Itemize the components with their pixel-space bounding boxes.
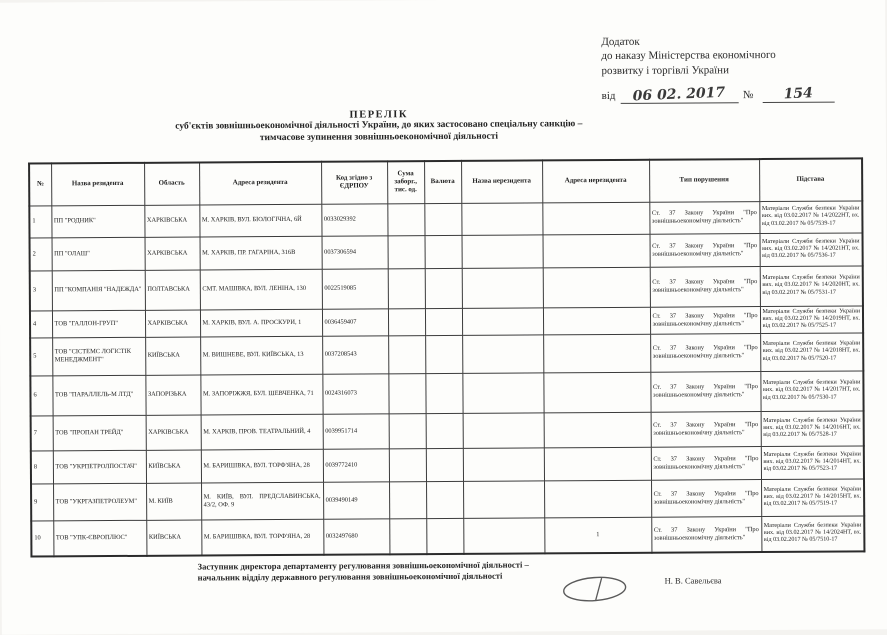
cell-num: 3 <box>30 270 52 310</box>
cell-num: 1 <box>29 205 51 237</box>
date-label: від <box>601 89 616 103</box>
cell-nonres_name <box>462 307 543 334</box>
cell-currency <box>425 235 462 268</box>
cell-region: ХАРКІВСЬКА <box>145 236 200 269</box>
cell-violation: Ст. 37 Закону України "Про зовнішньоекономічну діяльність" <box>650 371 760 412</box>
cell-region: КИЇВСЬКА <box>146 449 201 482</box>
cell-currency <box>426 518 463 554</box>
cell-basis: Матеріали Служби безпеки України вих. від 03.02.2017 № 14/2015НТ, вх. від 03.02.2017 № 05/7519-17 <box>761 478 864 516</box>
cell-debt <box>388 308 425 335</box>
cell-code: 0024316073 <box>322 373 388 413</box>
cell-debt <box>387 203 424 235</box>
cell-nonres_addr <box>543 234 650 268</box>
cell-currency <box>425 373 462 413</box>
cell-basis: Матеріали Служби безпеки України вих. від 03.02.2017 № 14/2014НТ, вх. від 03.02.2017 № 05/7523-17 <box>761 445 864 479</box>
cell-name: ПП "КОМПАНІЯ "НАДЕЖДА" <box>52 270 145 311</box>
cell-basis: Матеріали Служби безпеки України вих. від 03.02.2017 № 14/2021НТ, вх. від 03.02.2017 № 05/7536-17 <box>759 232 862 266</box>
cell-nonres_addr <box>544 412 651 448</box>
cell-region: ЗАПОРІЗЬКА <box>145 374 200 414</box>
number-label: № <box>742 89 754 102</box>
cell-debt <box>389 413 426 448</box>
cell-debt <box>389 481 426 518</box>
cell-code: 0022519085 <box>322 268 388 308</box>
cell-basis: Матеріали Служби безпеки України вих. від 03.02.2017 № 14/2018НТ, вх. від 03.02.2017 № 05/7520-17 <box>760 332 863 371</box>
cell-currency <box>425 308 462 335</box>
cell-nonres_name <box>462 267 543 307</box>
annex-line: розвитку і торгівлі України <box>601 63 729 77</box>
handwritten-date-field <box>620 86 738 104</box>
cell-basis: Матеріали Служби безпеки України вих. від 03.02.2017 № 14/2022НТ, вх. від 03.02.2017 № 05/7539-17 <box>759 200 862 233</box>
cell-nonres_addr <box>543 267 650 308</box>
header-row <box>29 158 862 205</box>
cell-name: ТОВ "УКРГАЗПЕТРОЛЕУМ" <box>53 483 146 521</box>
cell-name: ТОВ "ПРОПАН ТРЕЙД" <box>53 415 146 451</box>
position-line1: Заступник директора департаменту регулювання зовнішньоекономічної діяльності – <box>197 559 529 572</box>
cell-name: ТОВ "ГАЛЛОН-ГРУП" <box>52 310 145 338</box>
table-row <box>30 232 863 270</box>
table-header <box>29 158 862 205</box>
col-header-edrpou-code: Код згідно з ЄДРПОУ <box>321 161 387 203</box>
cell-currency <box>425 335 462 373</box>
cell-num: 5 <box>30 337 52 375</box>
cell-nonres_addr <box>543 334 650 373</box>
annex-line: Додаток <box>601 35 640 49</box>
cell-address: М. ВИШНЕВЕ, ВУЛ. КИЇВСЬКА, 13 <box>200 336 322 375</box>
cell-nonres_addr <box>543 307 650 335</box>
title-subtitle-line2: тимчасове зупинення зовнішньоекономічної діяльності <box>259 131 499 143</box>
cell-name: ТОВ "УКРПЕТРОЛПОСТАЧ" <box>53 450 146 484</box>
cell-name: ТОВ "СІСТЕМС ЛОГІСТІК МЕНЕДЖМЕНТ" <box>52 337 145 376</box>
cell-violation: Ст. 37 Закону України "Про зовнішньоекономічну діяльність" <box>649 201 759 234</box>
col-header-debt: Сума заборг., тис. од. <box>387 161 424 203</box>
table-row <box>29 200 862 237</box>
cell-code: 0039490149 <box>323 481 389 518</box>
document-title <box>0 107 759 146</box>
cell-num: 2 <box>30 237 52 270</box>
col-header-basis: Підстава <box>759 158 862 201</box>
table-row <box>30 332 863 375</box>
cell-region: ПОЛТАВСЬКА <box>145 269 200 309</box>
cell-basis: Матеріали Служби безпеки України вих. від 03.02.2017 № 14/2017НТ, вх. від 03.02.2017 № 05/7530-17 <box>760 370 863 411</box>
cell-violation: Ст. 37 Закону України "Про зовнішньоекономічну діяльність" <box>650 306 760 334</box>
cell-nonres_name <box>463 412 544 447</box>
annex-line: до наказу Міністерства економічного <box>601 49 776 63</box>
cell-code: 0036459407 <box>322 308 388 335</box>
cell-basis: Матеріали Служби безпеки України вих. від 03.02.2017 № 14/2020НТ, вх. від 03.02.2017 № 05/7531-17 <box>760 265 863 306</box>
table-row <box>31 445 864 483</box>
cell-debt <box>389 518 426 554</box>
table-row <box>31 478 864 520</box>
cell-region: М. КИЇВ <box>146 482 201 519</box>
annex-dateline <box>602 85 874 104</box>
cell-nonres_name <box>462 372 543 412</box>
cell-basis: Матеріали Служби безпеки України вих. від 03.02.2017 № 14/2016НТ, вх. від 03.02.2017 № 05/7528-17 <box>761 410 864 446</box>
cell-num: 8 <box>31 450 53 483</box>
cell-address: М. ХАРКІВ, ВУЛ. БІОЛОГІЧНА, 6Й <box>199 204 321 237</box>
cell-violation: Ст. 37 Закону України "Про зовнішньоекономічну діяльність" <box>650 233 760 267</box>
sanctions-table <box>28 157 865 557</box>
cell-currency <box>426 448 463 481</box>
cell-region: ХАРКІВСЬКА <box>145 309 200 336</box>
cell-code: 0037306594 <box>322 235 388 268</box>
cell-nonres_name <box>462 334 543 372</box>
title-heading: ПЕРЕЛІК <box>349 109 409 121</box>
table-row <box>30 370 863 415</box>
col-header-nonresident-name: Назва нерезидента <box>461 160 542 202</box>
col-header-currency: Валюта <box>424 161 461 203</box>
cell-name: ПП "РОДНИК" <box>51 205 144 238</box>
cell-region: КИЇВСЬКА <box>145 336 200 374</box>
cell-currency <box>424 203 461 235</box>
cell-violation: Ст. 37 Закону України "Про зовнішньоекономічну діяльність" <box>651 446 761 480</box>
cell-nonres_addr: 1 <box>544 517 651 554</box>
cell-basis: Матеріали Служби безпеки України вих. від 03.02.2017 № 14/2019НТ, вх. від 03.02.2017 № 05/7525-17 <box>760 305 863 333</box>
cell-code: 0037208543 <box>322 335 388 373</box>
cell-region: ХАРКІВСЬКА <box>146 414 201 449</box>
cell-nonres_name <box>463 447 544 480</box>
cell-code: 0032497680 <box>323 518 389 554</box>
col-header-num: № <box>29 163 51 205</box>
cell-debt <box>388 235 425 268</box>
cell-address: М. ХАРКІВ, ПРОВ. ТЕАТРАЛЬНИЙ, 4 <box>201 414 323 450</box>
cell-name: ТОВ "УПК-ЄВРОПЛЮС" <box>53 520 146 557</box>
col-header-resident-name: Назва резидента <box>51 163 144 206</box>
cell-currency <box>425 268 462 308</box>
col-header-nonresident-address: Адреса нерезидента <box>542 160 649 203</box>
table-body <box>29 200 864 556</box>
table-row <box>30 265 863 310</box>
cell-num: 10 <box>31 520 53 556</box>
cell-address: М. БАРИШІВКА, ВУЛ. ТОРФ'ЯНА, 28 <box>201 449 323 483</box>
cell-address: М. КИЇВ, ВУЛ. ПРЕДСЛАВИНСЬКА, 43/2, ОФ. 9 <box>201 482 323 520</box>
position-line2: начальник відділу державного регулювання зовнішньоекономічної діяльності <box>197 570 503 583</box>
handwritten-signature-mark <box>558 571 636 614</box>
cell-region: КИЇВСЬКА <box>146 519 201 555</box>
signer-name: Н. В. Савельєва <box>664 575 722 586</box>
cell-region: ХАРКІВСЬКА <box>144 204 199 236</box>
handwritten-number: 154 <box>783 85 814 103</box>
cell-address: СМТ. МАШІВКА, ВУЛ. ЛЕНІНА, 130 <box>200 269 322 310</box>
signature-ellipse-icon <box>558 571 636 609</box>
annex-block <box>601 33 873 78</box>
cell-nonres_addr <box>542 202 649 235</box>
cell-address: М. ХАРКІВ, ВУЛ. А. ПРОСКУРИ, 1 <box>200 309 322 337</box>
table-row <box>31 410 864 450</box>
cell-violation: Ст. 37 Закону України "Про зовнішньоекономічну діяльність" <box>650 333 760 372</box>
cell-basis: Матеріали Служби безпеки України вих. від 03.02.2017 № 14/2024НТ, вх. від 03.02.2017 № 05/7510-17 <box>761 515 864 552</box>
cell-num: 7 <box>31 415 53 450</box>
cell-num: 9 <box>31 483 53 520</box>
cell-violation: Ст. 37 Закону України "Про зовнішньоекономічну діяльність" <box>651 479 761 517</box>
cell-debt <box>388 335 425 373</box>
cell-address: М. ЗАПОРІЖЖЯ, БУЛ. ШЕВЧЕНКА, 71 <box>200 374 322 415</box>
cell-name: ТОВ "ПАРАЛЛЕЛЬ-М ЛТД" <box>52 375 145 416</box>
cell-address: М. ХАРКІВ, ПР. ГАГАРІНА, 316В <box>200 236 322 270</box>
cell-num: 4 <box>30 310 52 337</box>
cell-nonres_addr <box>544 447 651 481</box>
col-header-violation-type: Тип порушення <box>649 159 759 202</box>
cell-debt <box>388 373 425 413</box>
cell-nonres_addr <box>543 372 650 413</box>
cell-violation: Ст. 37 Закону України "Про зовнішньоекономічну діяльність" <box>651 516 761 553</box>
col-header-region: Область <box>144 162 199 204</box>
cell-code: 0039951714 <box>323 413 389 448</box>
cell-currency <box>426 413 463 448</box>
cell-debt <box>389 448 426 481</box>
cell-currency <box>426 481 463 518</box>
cell-debt <box>388 268 425 308</box>
cell-address: М. БАРИШІВКА, ВУЛ. ТОРФ'ЯНА, 28 <box>201 519 323 556</box>
cell-nonres_name <box>461 202 542 234</box>
cell-num: 6 <box>30 375 52 415</box>
title-subtitle-line1: суб'єктів зовнішньоекономічної діяльності України, до яких застосовано спеціальну санкцію – <box>175 119 583 132</box>
handwritten-number-field <box>762 86 834 103</box>
cell-nonres_name <box>463 480 544 517</box>
cell-nonres_name <box>462 234 543 267</box>
col-header-resident-address: Адреса резидента <box>199 162 321 205</box>
cell-name: ПП "ОЛАШ" <box>52 237 145 271</box>
cell-nonres_addr <box>544 480 651 518</box>
cell-code: 0033029392 <box>321 203 387 235</box>
table-row <box>31 515 864 556</box>
cell-code: 0039772410 <box>323 448 389 481</box>
cell-violation: Ст. 37 Закону України "Про зовнішньоекономічну діяльність" <box>651 411 761 447</box>
cell-nonres_name <box>463 517 544 553</box>
cell-violation: Ст. 37 Закону України "Про зовнішньоекономічну діяльність" <box>650 266 760 307</box>
handwritten-date: 06 02. 2017 <box>632 84 726 105</box>
